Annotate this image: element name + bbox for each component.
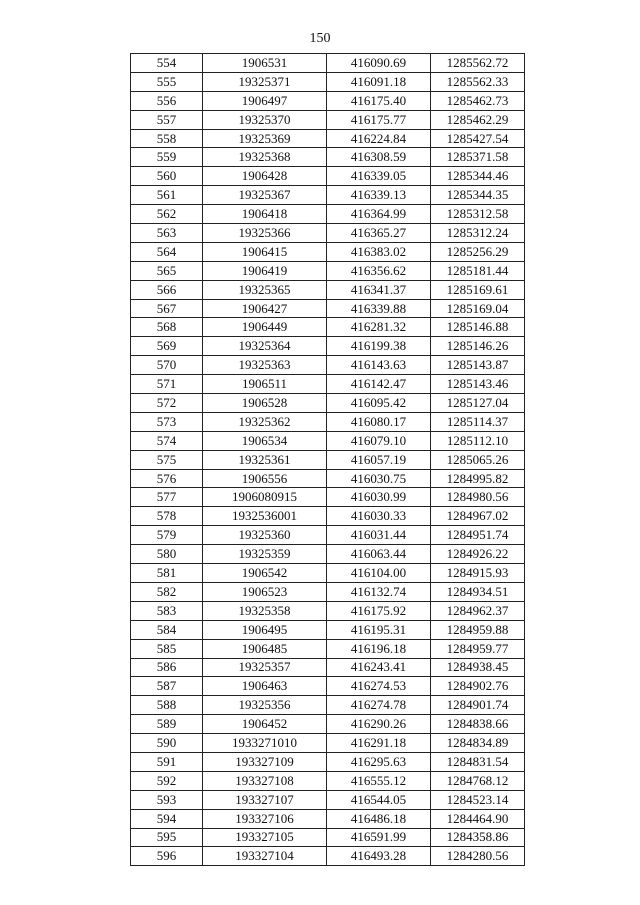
table-row — [131, 734, 525, 753]
x-coordinate-cell: 416274.53 — [327, 677, 431, 696]
table-row — [131, 582, 525, 601]
y-coordinate-cell: 1284926.22 — [431, 545, 525, 564]
point-id-cell: 19325368 — [203, 148, 327, 167]
table-row — [131, 677, 525, 696]
point-id-cell: 1906556 — [203, 469, 327, 488]
x-coordinate-cell: 416090.69 — [327, 54, 431, 73]
y-coordinate-cell: 1285146.26 — [431, 337, 525, 356]
y-coordinate-cell: 1285143.87 — [431, 356, 525, 375]
point-id-cell: 1906528 — [203, 394, 327, 413]
x-coordinate-cell: 416339.13 — [327, 186, 431, 205]
point-number-cell: 563 — [131, 224, 203, 243]
table-row — [131, 375, 525, 394]
page-number: 150 — [309, 31, 331, 46]
x-coordinate-cell: 416195.31 — [327, 620, 431, 639]
table-row — [131, 809, 525, 828]
x-coordinate-cell: 416290.26 — [327, 715, 431, 734]
point-number-cell: 580 — [131, 545, 203, 564]
point-number-cell: 578 — [131, 507, 203, 526]
point-id-cell: 19325365 — [203, 280, 327, 299]
x-coordinate-cell: 416079.10 — [327, 431, 431, 450]
table-row — [131, 110, 525, 129]
point-id-cell: 193327104 — [203, 847, 327, 866]
point-id-cell: 193327106 — [203, 809, 327, 828]
table-row — [131, 790, 525, 809]
table-row — [131, 507, 525, 526]
table-row — [131, 620, 525, 639]
point-number-cell: 582 — [131, 582, 203, 601]
x-coordinate-cell: 416364.99 — [327, 205, 431, 224]
y-coordinate-cell: 1285344.46 — [431, 167, 525, 186]
point-id-cell: 19325364 — [203, 337, 327, 356]
x-coordinate-cell: 416175.92 — [327, 601, 431, 620]
point-id-cell: 193327109 — [203, 752, 327, 771]
table-row — [131, 242, 525, 261]
point-number-cell: 562 — [131, 205, 203, 224]
point-number-cell: 594 — [131, 809, 203, 828]
point-number-cell: 571 — [131, 375, 203, 394]
x-coordinate-cell: 416030.75 — [327, 469, 431, 488]
x-coordinate-cell: 416544.05 — [327, 790, 431, 809]
point-id-cell: 1906495 — [203, 620, 327, 639]
y-coordinate-cell: 1285427.54 — [431, 129, 525, 148]
y-coordinate-cell: 1285562.33 — [431, 72, 525, 91]
y-coordinate-cell: 1285371.58 — [431, 148, 525, 167]
x-coordinate-cell: 416030.99 — [327, 488, 431, 507]
point-id-cell: 19325363 — [203, 356, 327, 375]
point-number-cell: 581 — [131, 564, 203, 583]
x-coordinate-cell: 416243.41 — [327, 658, 431, 677]
x-coordinate-cell: 416095.42 — [327, 394, 431, 413]
point-id-cell: 19325370 — [203, 110, 327, 129]
point-number-cell: 555 — [131, 72, 203, 91]
point-id-cell: 193327105 — [203, 828, 327, 847]
y-coordinate-cell: 1284967.02 — [431, 507, 525, 526]
y-coordinate-cell: 1284915.93 — [431, 564, 525, 583]
y-coordinate-cell: 1284464.90 — [431, 809, 525, 828]
coordinates-table — [130, 53, 525, 866]
point-id-cell: 1906452 — [203, 715, 327, 734]
x-coordinate-cell: 416142.47 — [327, 375, 431, 394]
point-number-cell: 596 — [131, 847, 203, 866]
y-coordinate-cell: 1284934.51 — [431, 582, 525, 601]
x-coordinate-cell: 416224.84 — [327, 129, 431, 148]
y-coordinate-cell: 1285256.29 — [431, 242, 525, 261]
x-coordinate-cell: 416339.88 — [327, 299, 431, 318]
point-id-cell: 19325371 — [203, 72, 327, 91]
point-id-cell: 19325360 — [203, 526, 327, 545]
x-coordinate-cell: 416308.59 — [327, 148, 431, 167]
y-coordinate-cell: 1285169.61 — [431, 280, 525, 299]
point-number-cell: 560 — [131, 167, 203, 186]
point-id-cell: 1906418 — [203, 205, 327, 224]
point-id-cell: 1906419 — [203, 261, 327, 280]
y-coordinate-cell: 1284523.14 — [431, 790, 525, 809]
y-coordinate-cell: 1284980.56 — [431, 488, 525, 507]
point-number-cell: 595 — [131, 828, 203, 847]
table-row — [131, 545, 525, 564]
point-number-cell: 591 — [131, 752, 203, 771]
point-id-cell: 1906449 — [203, 318, 327, 337]
point-number-cell: 567 — [131, 299, 203, 318]
point-number-cell: 576 — [131, 469, 203, 488]
table-row — [131, 224, 525, 243]
point-id-cell: 1906428 — [203, 167, 327, 186]
point-number-cell: 554 — [131, 54, 203, 73]
point-id-cell: 193327107 — [203, 790, 327, 809]
table-row — [131, 318, 525, 337]
y-coordinate-cell: 1285181.44 — [431, 261, 525, 280]
x-coordinate-cell: 416175.40 — [327, 91, 431, 110]
coordinates-table-body — [131, 54, 525, 866]
point-id-cell: 19325356 — [203, 696, 327, 715]
x-coordinate-cell: 416080.17 — [327, 412, 431, 431]
point-id-cell: 1906523 — [203, 582, 327, 601]
x-coordinate-cell: 416199.38 — [327, 337, 431, 356]
x-coordinate-cell: 416365.27 — [327, 224, 431, 243]
table-row — [131, 205, 525, 224]
table-row — [131, 469, 525, 488]
point-number-cell: 586 — [131, 658, 203, 677]
point-number-cell: 574 — [131, 431, 203, 450]
point-id-cell: 19325367 — [203, 186, 327, 205]
point-number-cell: 575 — [131, 450, 203, 469]
x-coordinate-cell: 416339.05 — [327, 167, 431, 186]
point-number-cell: 592 — [131, 771, 203, 790]
table-row — [131, 356, 525, 375]
x-coordinate-cell: 416383.02 — [327, 242, 431, 261]
y-coordinate-cell: 1285114.37 — [431, 412, 525, 431]
y-coordinate-cell: 1285112.10 — [431, 431, 525, 450]
point-id-cell: 1906542 — [203, 564, 327, 583]
point-id-cell: 1906511 — [203, 375, 327, 394]
y-coordinate-cell: 1284951.74 — [431, 526, 525, 545]
y-coordinate-cell: 1284358.86 — [431, 828, 525, 847]
point-id-cell: 19325357 — [203, 658, 327, 677]
point-id-cell: 1906531 — [203, 54, 327, 73]
point-number-cell: 559 — [131, 148, 203, 167]
y-coordinate-cell: 1285169.04 — [431, 299, 525, 318]
y-coordinate-cell: 1284768.12 — [431, 771, 525, 790]
point-number-cell: 573 — [131, 412, 203, 431]
y-coordinate-cell: 1284938.45 — [431, 658, 525, 677]
table-row — [131, 167, 525, 186]
table-row — [131, 54, 525, 73]
point-number-cell: 579 — [131, 526, 203, 545]
table-row — [131, 639, 525, 658]
point-id-cell: 1932536001 — [203, 507, 327, 526]
point-id-cell: 1906427 — [203, 299, 327, 318]
y-coordinate-cell: 1285562.72 — [431, 54, 525, 73]
point-number-cell: 568 — [131, 318, 203, 337]
table-row — [131, 91, 525, 110]
point-id-cell: 1906497 — [203, 91, 327, 110]
x-coordinate-cell: 416555.12 — [327, 771, 431, 790]
point-number-cell: 590 — [131, 734, 203, 753]
x-coordinate-cell: 416104.00 — [327, 564, 431, 583]
x-coordinate-cell: 416274.78 — [327, 696, 431, 715]
point-id-cell: 19325366 — [203, 224, 327, 243]
y-coordinate-cell: 1285143.46 — [431, 375, 525, 394]
y-coordinate-cell: 1284959.77 — [431, 639, 525, 658]
x-coordinate-cell: 416063.44 — [327, 545, 431, 564]
table-row — [131, 771, 525, 790]
x-coordinate-cell: 416341.37 — [327, 280, 431, 299]
y-coordinate-cell: 1285312.58 — [431, 205, 525, 224]
x-coordinate-cell: 416281.32 — [327, 318, 431, 337]
table-row — [131, 696, 525, 715]
point-number-cell: 569 — [131, 337, 203, 356]
point-id-cell: 1906485 — [203, 639, 327, 658]
point-number-cell: 587 — [131, 677, 203, 696]
point-number-cell: 572 — [131, 394, 203, 413]
point-number-cell: 565 — [131, 261, 203, 280]
point-id-cell: 1906534 — [203, 431, 327, 450]
table-row — [131, 658, 525, 677]
x-coordinate-cell: 416057.19 — [327, 450, 431, 469]
point-id-cell: 19325361 — [203, 450, 327, 469]
table-row — [131, 752, 525, 771]
y-coordinate-cell: 1284902.76 — [431, 677, 525, 696]
table-row — [131, 828, 525, 847]
y-coordinate-cell: 1285146.88 — [431, 318, 525, 337]
x-coordinate-cell: 416291.18 — [327, 734, 431, 753]
point-number-cell: 584 — [131, 620, 203, 639]
y-coordinate-cell: 1285462.73 — [431, 91, 525, 110]
table-row — [131, 280, 525, 299]
x-coordinate-cell: 416486.18 — [327, 809, 431, 828]
x-coordinate-cell: 416031.44 — [327, 526, 431, 545]
point-number-cell: 556 — [131, 91, 203, 110]
table-row — [131, 431, 525, 450]
point-id-cell: 1906463 — [203, 677, 327, 696]
point-number-cell: 585 — [131, 639, 203, 658]
point-id-cell: 19325362 — [203, 412, 327, 431]
point-number-cell: 593 — [131, 790, 203, 809]
x-coordinate-cell: 416356.62 — [327, 261, 431, 280]
y-coordinate-cell: 1285312.24 — [431, 224, 525, 243]
y-coordinate-cell: 1284901.74 — [431, 696, 525, 715]
table-row — [131, 847, 525, 866]
y-coordinate-cell: 1284838.66 — [431, 715, 525, 734]
point-number-cell: 564 — [131, 242, 203, 261]
point-number-cell: 583 — [131, 601, 203, 620]
table-row — [131, 564, 525, 583]
y-coordinate-cell: 1284280.56 — [431, 847, 525, 866]
table-row — [131, 394, 525, 413]
point-number-cell: 566 — [131, 280, 203, 299]
table-row — [131, 129, 525, 148]
point-id-cell: 19325359 — [203, 545, 327, 564]
x-coordinate-cell: 416295.63 — [327, 752, 431, 771]
table-row — [131, 148, 525, 167]
y-coordinate-cell: 1284834.89 — [431, 734, 525, 753]
x-coordinate-cell: 416591.99 — [327, 828, 431, 847]
point-id-cell: 193327108 — [203, 771, 327, 790]
point-number-cell: 561 — [131, 186, 203, 205]
table-row — [131, 299, 525, 318]
y-coordinate-cell: 1284995.82 — [431, 469, 525, 488]
y-coordinate-cell: 1285127.04 — [431, 394, 525, 413]
x-coordinate-cell: 416493.28 — [327, 847, 431, 866]
table-row — [131, 261, 525, 280]
table-row — [131, 337, 525, 356]
point-number-cell: 588 — [131, 696, 203, 715]
point-number-cell: 577 — [131, 488, 203, 507]
x-coordinate-cell: 416132.74 — [327, 582, 431, 601]
y-coordinate-cell: 1284959.88 — [431, 620, 525, 639]
point-id-cell: 1906415 — [203, 242, 327, 261]
x-coordinate-cell: 416143.63 — [327, 356, 431, 375]
point-id-cell: 1933271010 — [203, 734, 327, 753]
x-coordinate-cell: 416196.18 — [327, 639, 431, 658]
table-row — [131, 450, 525, 469]
point-id-cell: 19325369 — [203, 129, 327, 148]
y-coordinate-cell: 1285344.35 — [431, 186, 525, 205]
point-number-cell: 557 — [131, 110, 203, 129]
point-number-cell: 558 — [131, 129, 203, 148]
table-row — [131, 715, 525, 734]
x-coordinate-cell: 416091.18 — [327, 72, 431, 91]
table-row — [131, 601, 525, 620]
point-number-cell: 570 — [131, 356, 203, 375]
y-coordinate-cell: 1284831.54 — [431, 752, 525, 771]
y-coordinate-cell: 1284962.37 — [431, 601, 525, 620]
point-number-cell: 589 — [131, 715, 203, 734]
point-id-cell: 1906080915 — [203, 488, 327, 507]
y-coordinate-cell: 1285065.26 — [431, 450, 525, 469]
x-coordinate-cell: 416175.77 — [327, 110, 431, 129]
table-row — [131, 526, 525, 545]
table-row — [131, 412, 525, 431]
table-row — [131, 72, 525, 91]
table-row — [131, 186, 525, 205]
x-coordinate-cell: 416030.33 — [327, 507, 431, 526]
y-coordinate-cell: 1285462.29 — [431, 110, 525, 129]
table-row — [131, 488, 525, 507]
point-id-cell: 19325358 — [203, 601, 327, 620]
